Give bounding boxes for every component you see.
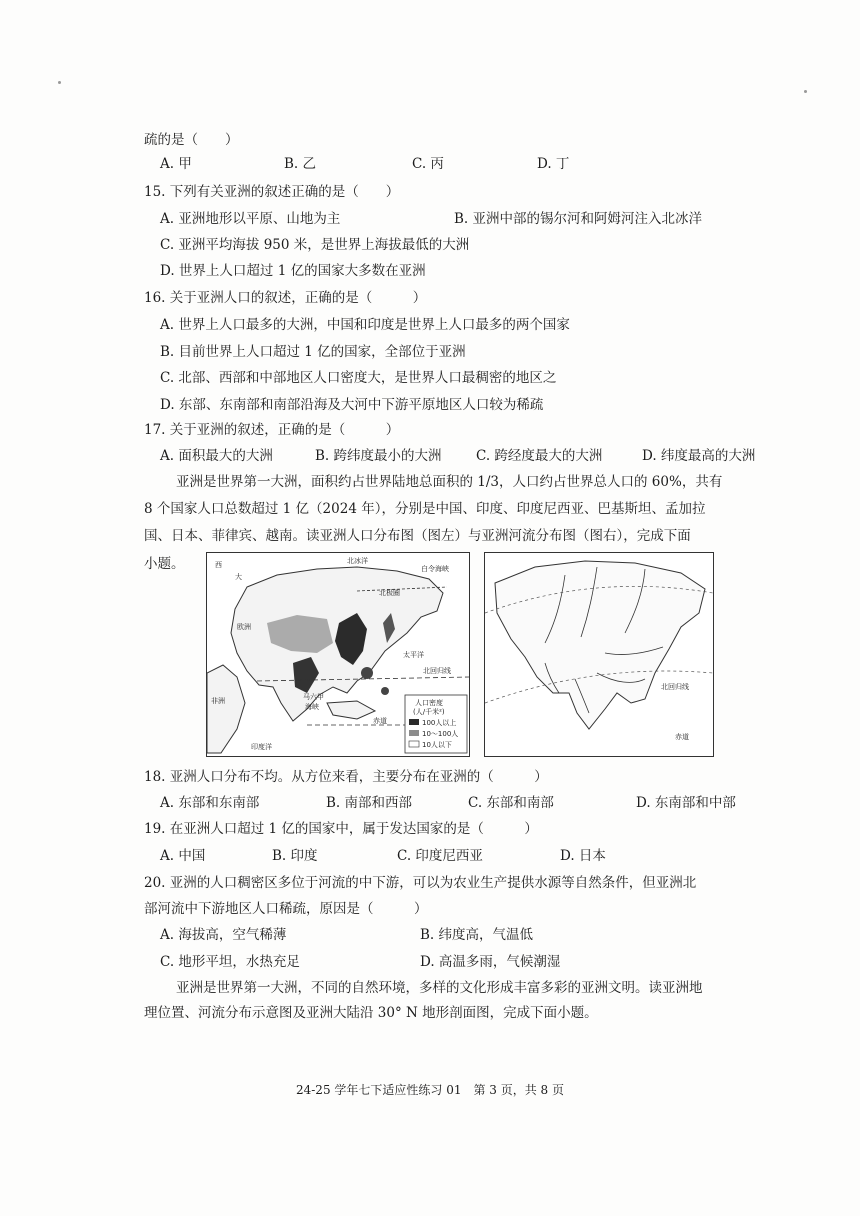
legend-item-mid: 10～100人 [422, 730, 459, 738]
q14-option-b[interactable]: B. 乙 [284, 156, 317, 172]
map-label-equator: 赤道 [373, 717, 387, 725]
q16-stem: 16. 关于亚洲人口的叙述，正确的是（ ） [144, 290, 427, 306]
map-label-tropic: 北回归线 [423, 667, 451, 675]
passage1-line-3: 国、日本、菲律宾、越南。读亚洲人口分布图（图左）与亚洲河流分布图（图右），完成下面 [144, 528, 691, 544]
q20-option-d[interactable]: D. 高温多雨，气候潮湿 [420, 954, 561, 970]
map-figure [206, 552, 714, 757]
q20-stem-line-1: 20. 亚洲的人口稠密区多位于河流的中下游，可以为农业生产提供水源等自然条件，但亚洲北 [144, 875, 697, 891]
q20-stem-line-2: 部河流中下游地区人口稀疏，原因是（ ） [144, 901, 428, 917]
q20-option-b[interactable]: B. 纬度高，气温低 [420, 927, 534, 943]
q18-stem: 18. 亚洲人口分布不均。从方位来看，主要分布在亚洲的（ ） [144, 769, 548, 785]
density-legend [405, 695, 467, 753]
q18-option-d[interactable]: D. 东南部和中部 [636, 795, 736, 811]
passage1-line-2: 8 个国家人口总数超过 1 亿（2024 年），分别是中国、印度、印度尼西亚、巴基斯坦、孟加拉 [144, 501, 706, 517]
q19-option-c[interactable]: C. 印度尼西亚 [397, 848, 483, 864]
river-distribution-map [484, 552, 714, 757]
scan-speck [804, 90, 807, 93]
passage1-line-4: 小题。 [144, 556, 185, 572]
q18-option-a[interactable]: A. 东部和东南部 [160, 795, 260, 811]
map-label-arctic: 北冰洋 [347, 557, 368, 565]
legend-item-high: 100人以上 [422, 719, 457, 727]
q15-option-b[interactable]: B. 亚洲中部的锡尔河和阿姆河注入北冰洋 [454, 211, 703, 227]
q19-option-d[interactable]: D. 日本 [560, 848, 606, 864]
map-label-strait: 海峡 [305, 703, 319, 711]
river-map-svg [485, 553, 713, 756]
river-map-label-equator: 赤道 [675, 733, 689, 741]
map-label-europe: 欧洲 [237, 623, 251, 631]
q17-option-d[interactable]: D. 纬度最高的大洲 [642, 448, 756, 464]
q14-stem-tail: 疏的是（ ） [144, 132, 239, 148]
passage2-line-2: 理位置、河流分布示意图及亚洲大陆沿 30° N 地形剖面图，完成下面小题。 [144, 1005, 598, 1021]
q20-option-c[interactable]: C. 地形平坦，水热充足 [160, 954, 300, 970]
q19-stem: 19. 在亚洲人口超过 1 亿的国家中，属于发达国家的是（ ） [144, 821, 538, 837]
q17-option-a[interactable]: A. 面积最大的大洲 [160, 448, 273, 464]
q19-option-a[interactable]: A. 中国 [160, 848, 206, 864]
map-label-arctic-circle: 北极圈 [379, 589, 400, 597]
q16-option-d[interactable]: D. 东部、东南部和南部沿海及大河中下游平原地区人口较为稀疏 [160, 397, 544, 413]
legend-unit: (人/千米²) [413, 708, 445, 716]
map-label-da: 大 [235, 573, 242, 581]
passage2-line-1: 亚洲是世界第一大洲，不同的自然环境，多样的文化形成丰富多彩的亚洲文明。读亚洲地 [176, 980, 703, 996]
q14-option-a[interactable]: A. 甲 [160, 156, 192, 172]
legend-title: 人口密度 [415, 699, 443, 707]
population-map-svg [207, 553, 469, 756]
q18-option-c[interactable]: C. 东部和南部 [468, 795, 554, 811]
q17-option-b[interactable]: B. 跨纬度最小的大洲 [315, 448, 442, 464]
q17-stem: 17. 关于亚洲的叙述，正确的是（ ） [144, 422, 400, 438]
q14-option-c[interactable]: C. 丙 [412, 156, 444, 172]
map-label-west: 西 [215, 561, 222, 569]
q16-option-b[interactable]: B. 目前世界上人口超过 1 亿的国家，全部位于亚洲 [160, 344, 466, 360]
map-label-malacca: 马六甲 [303, 693, 324, 701]
map-label-indian-ocean: 印度洋 [251, 743, 272, 751]
q20-option-a[interactable]: A. 海拔高，空气稀薄 [160, 927, 287, 943]
q14-option-d[interactable]: D. 丁 [537, 156, 570, 172]
map-label-bering: 白令海峡 [421, 565, 449, 573]
q15-option-a[interactable]: A. 亚洲地形以平原、山地为主 [160, 211, 341, 227]
page-footer: 24-25 学年七下适应性练习 01 第 3 页，共 8 页 [295, 1083, 565, 1097]
q15-stem: 15. 下列有关亚洲的叙述正确的是（ ） [144, 184, 400, 200]
q16-option-a[interactable]: A. 世界上人口最多的大洲，中国和印度是世界上人口最多的两个国家 [160, 317, 570, 333]
river-map-label-tropic: 北回归线 [661, 683, 689, 691]
map-label-pacific: 太平洋 [403, 651, 424, 659]
q16-option-c[interactable]: C. 北部、西部和中部地区人口密度大，是世界人口最稠密的地区之 [160, 370, 557, 386]
map-label-africa: 非洲 [211, 697, 225, 705]
legend-item-low: 10人以下 [422, 741, 452, 749]
passage1-line-1: 亚洲是世界第一大洲，面积约占世界陆地总面积的 1/3，人口约占世界总人口的 60%，共有 [176, 474, 723, 490]
q15-option-d[interactable]: D. 世界上人口超过 1 亿的国家大多数在亚洲 [160, 263, 426, 279]
scan-speck [58, 81, 61, 84]
q17-option-c[interactable]: C. 跨经度最大的大洲 [476, 448, 603, 464]
population-distribution-map [206, 552, 470, 757]
q19-option-b[interactable]: B. 印度 [272, 848, 318, 864]
q18-option-b[interactable]: B. 南部和西部 [326, 795, 413, 811]
q15-option-c[interactable]: C. 亚洲平均海拔 950 米，是世界上海拔最低的大洲 [160, 237, 470, 253]
